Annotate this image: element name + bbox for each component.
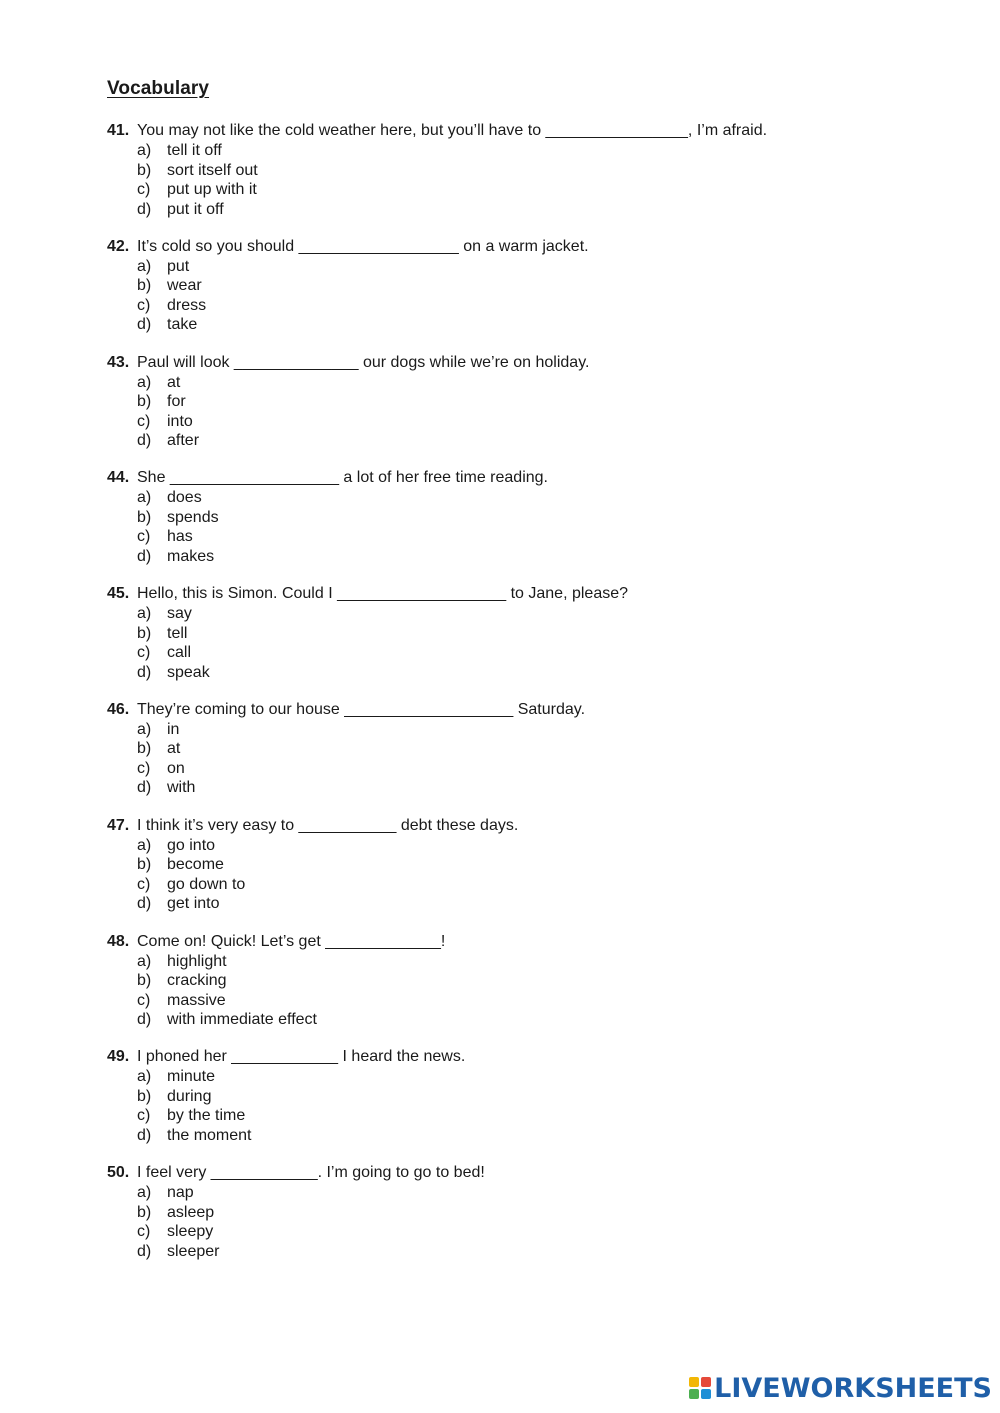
answer-option[interactable] (107, 276, 967, 296)
option-text: cracking (167, 972, 227, 990)
question-47 (107, 816, 967, 932)
question-text: Hello, this is Simon. Could I ___________________ to Jane, please? (137, 585, 629, 603)
answer-option[interactable] (107, 1106, 967, 1126)
question-text: I phoned her ____________ I heard the news. (137, 1048, 466, 1066)
question-number: 50. (107, 1164, 130, 1182)
option-text: with immediate effect (167, 1011, 317, 1029)
question-prompt (107, 353, 967, 373)
answer-option[interactable] (107, 894, 967, 914)
option-letter: b) (137, 1087, 152, 1105)
question-prompt (107, 1047, 967, 1067)
question-text: Paul will look ______________ our dogs while we’re on holiday. (137, 353, 590, 371)
option-text: during (167, 1087, 212, 1105)
question-number: 47. (107, 816, 130, 834)
question-number: 44. (107, 469, 130, 487)
answer-option[interactable] (107, 431, 967, 451)
answer-option[interactable] (107, 1010, 967, 1030)
option-text: for (167, 393, 186, 411)
answer-option[interactable] (107, 663, 967, 683)
question-number: 48. (107, 932, 130, 950)
answer-option[interactable] (107, 161, 967, 181)
answer-option[interactable] (107, 180, 967, 200)
section-title: Vocabulary (107, 78, 210, 99)
option-letter: d) (137, 779, 152, 797)
logo-square (701, 1377, 711, 1387)
answer-option[interactable] (107, 1067, 967, 1087)
answer-option[interactable] (107, 855, 967, 875)
answer-option[interactable] (107, 1242, 967, 1262)
option-text: at (167, 373, 181, 391)
question-text: Come on! Quick! Let’s get _____________! (137, 932, 446, 950)
question-text: You may not like the cold weather here, but you’ll have to ________________, I’m afraid. (137, 122, 768, 139)
option-letter: b) (137, 972, 152, 990)
question-number: 45. (107, 585, 130, 603)
option-letter: b) (137, 508, 152, 526)
option-letter: d) (137, 547, 152, 565)
answer-option[interactable] (107, 643, 967, 663)
option-letter: a) (137, 489, 152, 507)
option-letter: c) (137, 296, 151, 314)
option-letter: b) (137, 1203, 152, 1221)
answer-option[interactable] (107, 624, 967, 644)
logo-square (701, 1389, 711, 1399)
option-text: tell it off (167, 142, 222, 159)
option-text: with (167, 779, 196, 797)
answer-option[interactable] (107, 141, 967, 161)
option-text: does (167, 489, 202, 507)
question-48 (107, 932, 967, 1048)
question-44 (107, 468, 967, 584)
option-letter: c) (137, 875, 151, 893)
answer-option[interactable] (107, 547, 967, 567)
option-text: nap (167, 1184, 194, 1202)
option-letter: d) (137, 895, 152, 913)
option-text: tell (167, 624, 188, 642)
question-number: 49. (107, 1048, 130, 1066)
option-letter: d) (137, 316, 152, 334)
answer-option[interactable] (107, 604, 967, 624)
question-50 (107, 1163, 967, 1279)
option-text: put up with it (167, 181, 257, 198)
option-text: go into (167, 836, 216, 854)
answer-option[interactable] (107, 836, 967, 856)
option-text: call (167, 644, 192, 662)
question-prompt (107, 237, 967, 257)
option-letter: b) (137, 740, 152, 758)
option-text: has (167, 528, 193, 546)
option-letter: a) (137, 952, 152, 970)
question-text: I feel very ____________. I’m going to go to bed! (137, 1164, 485, 1182)
question-prompt (107, 932, 967, 952)
option-letter: d) (137, 1011, 152, 1029)
answer-option[interactable] (107, 759, 967, 779)
answer-option[interactable] (107, 1087, 967, 1107)
option-text: by the time (167, 1107, 246, 1125)
option-text: sleeper (167, 1242, 220, 1260)
option-letter: d) (137, 1126, 152, 1144)
option-text: asleep (167, 1203, 215, 1221)
option-letter: c) (137, 181, 151, 198)
option-text: get into (167, 895, 220, 913)
answer-option[interactable] (107, 296, 967, 316)
option-letter: a) (137, 720, 152, 738)
option-letter: c) (137, 1223, 151, 1241)
option-text: wear (167, 277, 202, 295)
option-text: go down to (167, 875, 246, 893)
option-text: after (167, 432, 200, 450)
liveworksheets-logo[interactable] (689, 1371, 992, 1405)
option-text: take (167, 316, 198, 334)
answer-option[interactable] (107, 412, 967, 432)
option-text: massive (167, 991, 226, 1009)
option-letter: d) (137, 663, 152, 681)
option-text: dress (167, 296, 207, 314)
answer-option[interactable] (107, 720, 967, 740)
option-text: at (167, 740, 181, 758)
answer-option[interactable] (107, 739, 967, 759)
option-letter: d) (137, 432, 152, 450)
option-letter: c) (137, 1107, 151, 1125)
option-text: into (167, 412, 193, 430)
answer-option[interactable] (107, 488, 967, 508)
question-43 (107, 353, 967, 469)
question-prompt (107, 1163, 967, 1183)
option-text: say (167, 605, 192, 623)
question-number: 43. (107, 353, 130, 371)
option-letter: c) (137, 644, 151, 662)
option-letter: c) (137, 528, 151, 546)
answer-option[interactable] (107, 527, 967, 547)
option-letter: c) (137, 412, 151, 430)
option-letter: b) (137, 277, 152, 295)
option-text: minute (167, 1068, 216, 1086)
logo-square (689, 1389, 699, 1399)
option-letter: b) (137, 856, 152, 874)
question-41 (107, 121, 967, 237)
answer-option[interactable] (107, 971, 967, 991)
question-number: 42. (107, 237, 130, 255)
answer-option[interactable] (107, 315, 967, 335)
logo-square (689, 1377, 699, 1387)
option-letter: a) (137, 142, 152, 159)
answer-option[interactable] (107, 200, 967, 220)
answer-option[interactable] (107, 1183, 967, 1203)
answer-option[interactable] (107, 1126, 967, 1146)
logo-mark-icon (689, 1377, 711, 1399)
option-letter: a) (137, 605, 152, 623)
question-text: They’re coming to our house ___________________ Saturday. (137, 700, 586, 718)
option-letter: a) (137, 836, 152, 854)
answer-option[interactable] (107, 508, 967, 528)
question-text: She ___________________ a lot of her free time reading. (137, 469, 548, 487)
option-text: put (167, 257, 190, 275)
option-letter: b) (137, 161, 152, 179)
answer-option[interactable] (107, 991, 967, 1011)
option-text: sleepy (167, 1223, 214, 1241)
answer-option[interactable] (107, 373, 967, 393)
option-text: speak (167, 663, 210, 681)
question-42 (107, 237, 967, 353)
option-letter: a) (137, 1068, 152, 1086)
option-text: in (167, 720, 180, 738)
option-letter: a) (137, 373, 152, 391)
question-list (107, 121, 967, 1279)
option-letter: c) (137, 759, 151, 777)
question-prompt (107, 584, 967, 604)
question-45 (107, 584, 967, 700)
answer-option[interactable] (107, 1203, 967, 1223)
answer-option[interactable] (107, 392, 967, 412)
option-text: on (167, 759, 185, 777)
logo-text: LIVEWORKSHEETS (714, 1372, 992, 1404)
option-text: spends (167, 508, 219, 526)
question-prompt (107, 700, 967, 720)
option-letter: d) (137, 1242, 152, 1260)
option-letter: b) (137, 393, 152, 411)
question-text: It’s cold so you should __________________ on a warm jacket. (137, 237, 589, 255)
question-49 (107, 1047, 967, 1163)
answer-option[interactable] (107, 1222, 967, 1242)
question-prompt (107, 121, 967, 141)
question-text: I think it’s very easy to ___________ debt these days. (137, 816, 519, 834)
option-text: makes (167, 547, 215, 565)
answer-option[interactable] (107, 875, 967, 895)
option-text: sort itself out (167, 161, 258, 179)
option-letter: d) (137, 200, 152, 218)
option-text: become (167, 856, 224, 874)
answer-option[interactable] (107, 257, 967, 277)
option-text: the moment (167, 1126, 252, 1144)
option-text: highlight (167, 952, 227, 970)
option-letter: c) (137, 991, 151, 1009)
answer-option[interactable] (107, 952, 967, 972)
answer-option[interactable] (107, 778, 967, 798)
question-prompt (107, 816, 967, 836)
question-number: 46. (107, 700, 130, 718)
question-46 (107, 700, 967, 816)
question-number: 41. (107, 122, 130, 139)
option-letter: b) (137, 624, 152, 642)
option-letter: a) (137, 257, 152, 275)
option-letter: a) (137, 1184, 152, 1202)
question-prompt (107, 468, 967, 488)
option-text: put it off (167, 200, 224, 218)
